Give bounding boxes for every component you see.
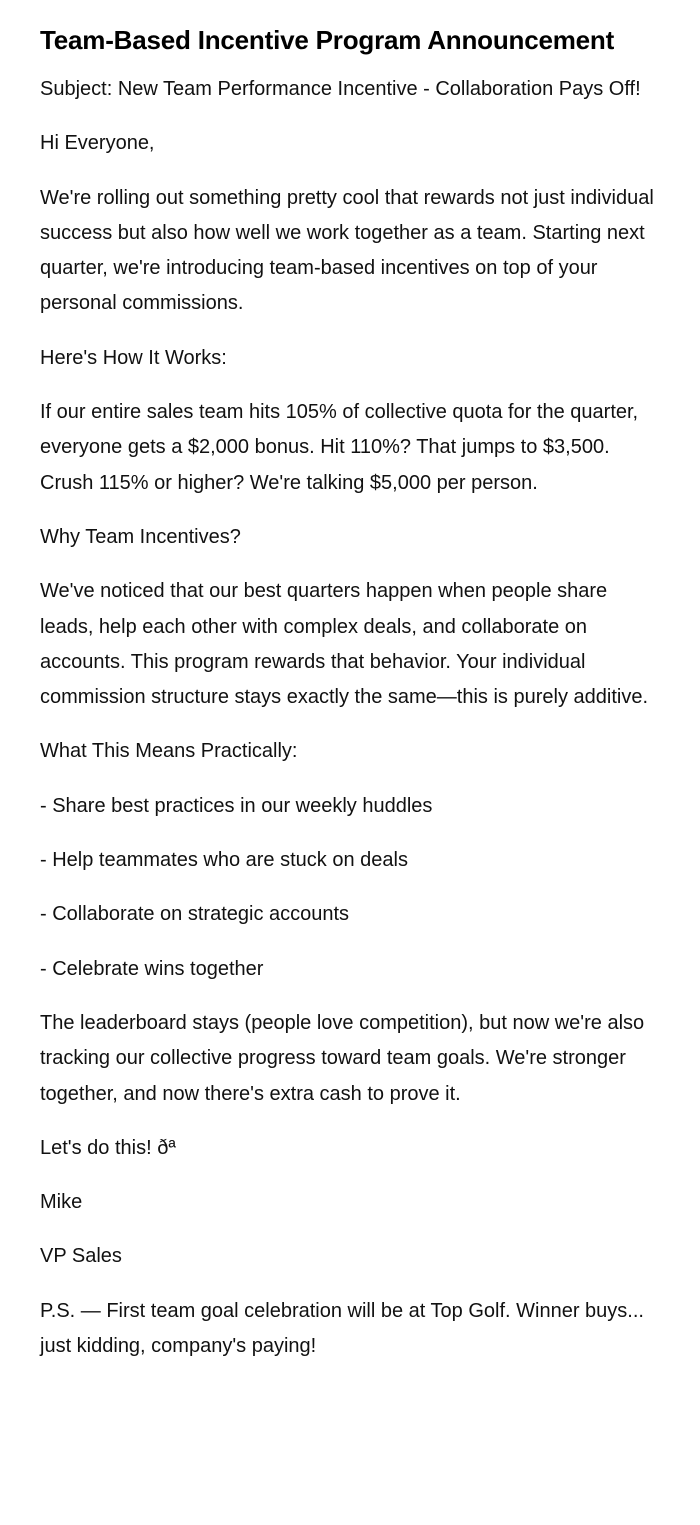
email-subject: Subject: New Team Performance Incentive - Collaboration Pays Off!: [40, 78, 641, 100]
postscript: P.S. — First team goal celebration will be at Top Golf. Winner buys... just kidding, company's paying!: [40, 1299, 644, 1358]
bullet-item: - Collaborate on strategic accounts: [40, 903, 350, 926]
how-it-works-heading: Here's How It Works:: [40, 346, 227, 369]
sender-name: Mike: [40, 1191, 83, 1214]
sender-title: VP Sales: [40, 1245, 122, 1268]
why-heading: Why Team Incentives?: [40, 525, 241, 548]
intro-paragraph: We're rolling out something pretty cool that rewards not just individual success but also how well we work together as a team. Starting next quarter, we're introducing team-based incentives on top of your personal commissions.: [40, 186, 654, 315]
document-title: Team-Based Incentive Program Announcement: [40, 25, 615, 55]
signoff: Let's do this! ðª: [40, 1136, 176, 1159]
bullet-item: - Help teammates who are stuck on deals: [40, 849, 408, 872]
greeting: Hi Everyone,: [40, 132, 155, 155]
bullet-item: - Celebrate wins together: [40, 957, 264, 980]
why-paragraph: We've noticed that our best quarters happen when people share leads, help each other with complex deals, and collaborate on accounts. This program rewards that behavior. Your individual commission structure stays exactly the same—this is purely additive.: [40, 580, 648, 709]
how-it-works-paragraph: If our entire sales team hits 105% of collective quota for the quarter, everyone gets a $2,000 bonus. Hit 110%? That jumps to $3,500. Crush 115% or higher? We're talking $5,000 per person.: [40, 401, 639, 494]
practical-heading: What This Means Practically:: [40, 740, 298, 763]
bullet-item: - Share best practices in our weekly huddles: [40, 794, 433, 817]
leaderboard-paragraph: The leaderboard stays (people love competition), but now we're also tracking our collective progress toward team goals. We're stronger together, and now there's extra cash to prove it.: [40, 1011, 645, 1105]
